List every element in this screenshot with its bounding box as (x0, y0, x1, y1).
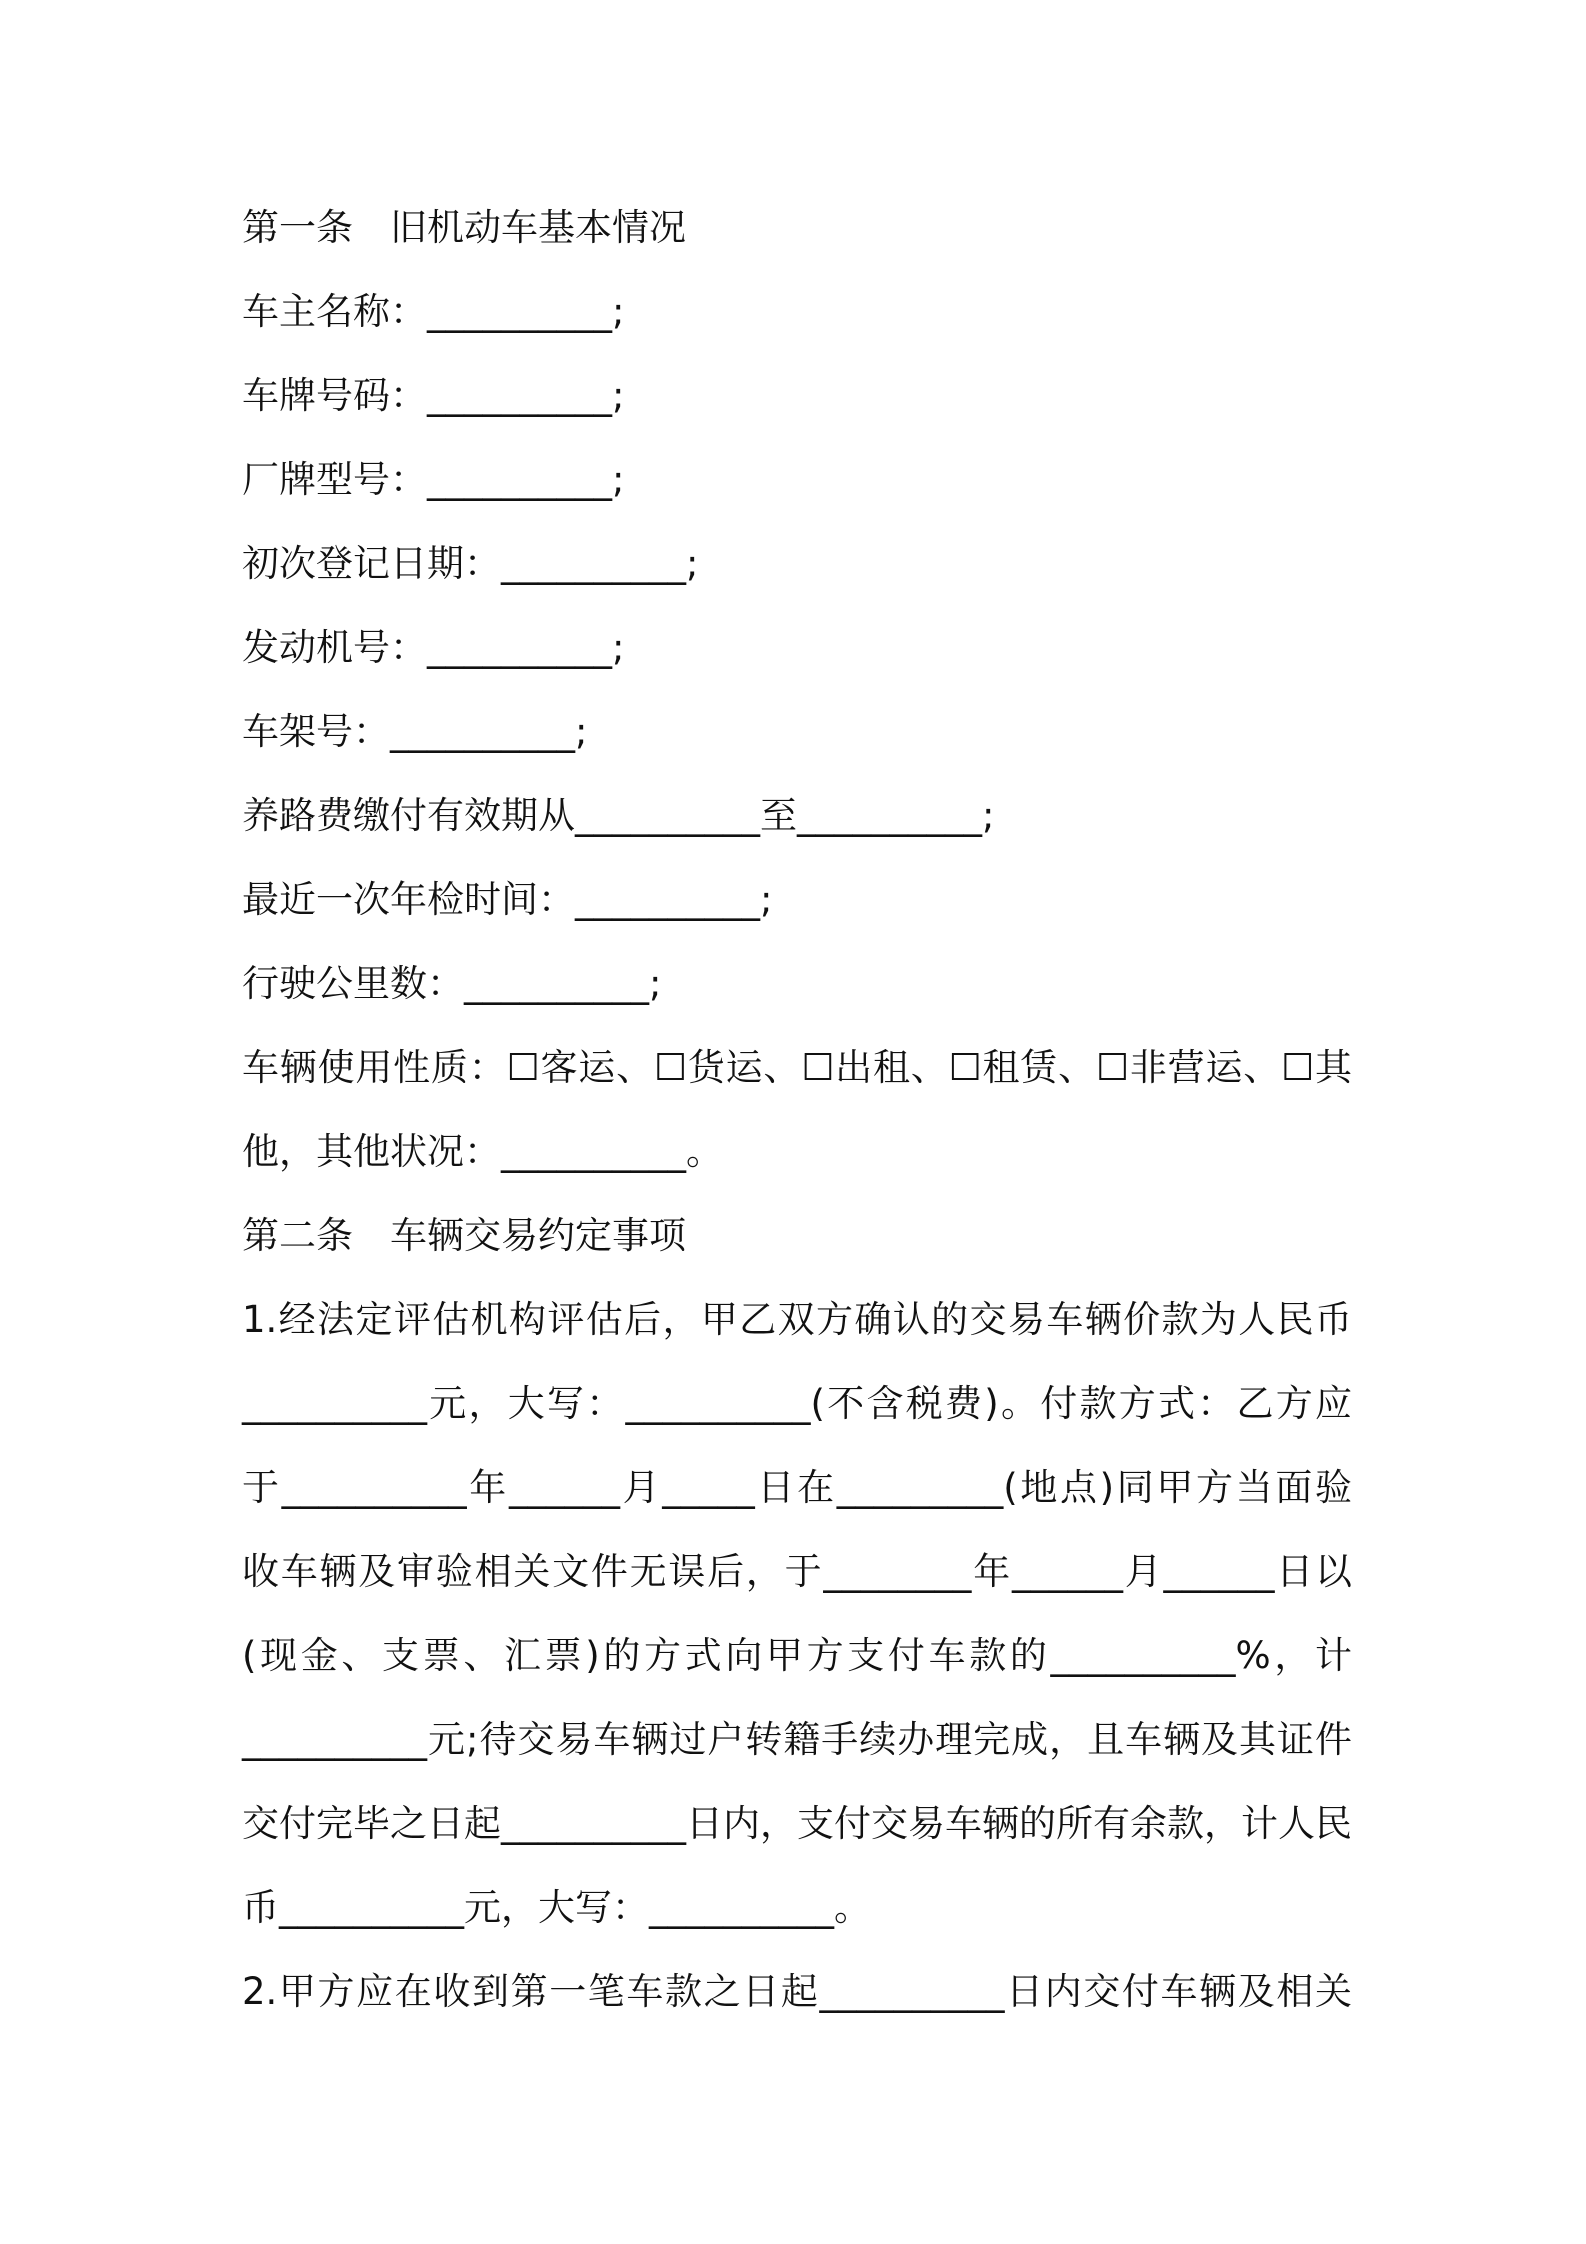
clause-1-line-1: 1.经法定评估机构评估后，甲乙双方确认的交易车辆价款为人民币 (242, 1298, 1352, 1341)
clause-2-line-1: 2.甲方应在收到第一笔车款之日起__________日内交付车辆及相关 (242, 1970, 1352, 2013)
first-registration-date-field: 初次登记日期：__________; (242, 542, 699, 585)
mileage-field: 行驶公里数：__________; (242, 962, 662, 1005)
clause-1-line-8: 币__________元，大写：__________。 (242, 1886, 871, 1929)
clause-1-line-4: 收车辆及审验相关文件无误后，于________年______月______日以 (242, 1550, 1352, 1593)
article-1-heading: 第一条 旧机动车基本情况 (242, 206, 686, 249)
brand-model-field: 厂牌型号：__________; (242, 458, 625, 501)
plate-number-field: 车牌号码：__________; (242, 374, 625, 417)
clause-1-line-5: (现金、支票、汇票)的方式向甲方支付车款的__________%，计 (242, 1634, 1352, 1677)
vehicle-use-nature-line: 车辆使用性质：☐客运、☐货运、☐出租、☐租赁、☐非营运、☐其 (242, 1046, 1352, 1089)
last-inspection-field: 最近一次年检时间：__________; (242, 878, 773, 921)
clause-1-line-2: __________元，大写：__________(不含税费)。付款方式：乙方应 (242, 1382, 1352, 1425)
clause-1-line-6: __________元;待交易车辆过户转籍手续办理完成，且车辆及其证件 (242, 1718, 1352, 1761)
engine-number-field: 发动机号：__________; (242, 626, 625, 669)
other-status-field: 他，其他状况：__________。 (242, 1130, 723, 1173)
road-fee-validity-field: 养路费缴付有效期从__________至__________; (242, 794, 995, 837)
article-2-heading: 第二条 车辆交易约定事项 (242, 1214, 686, 1257)
clause-1-line-3: 于__________年______月_____日在_________(地点)同甲方当面验 (242, 1466, 1352, 1509)
owner-name-field: 车主名称：__________; (242, 290, 625, 333)
frame-number-field: 车架号：__________; (242, 710, 588, 753)
clause-1-line-7: 交付完毕之日起__________日内，支付交易车辆的所有余款，计人民 (242, 1802, 1352, 1845)
